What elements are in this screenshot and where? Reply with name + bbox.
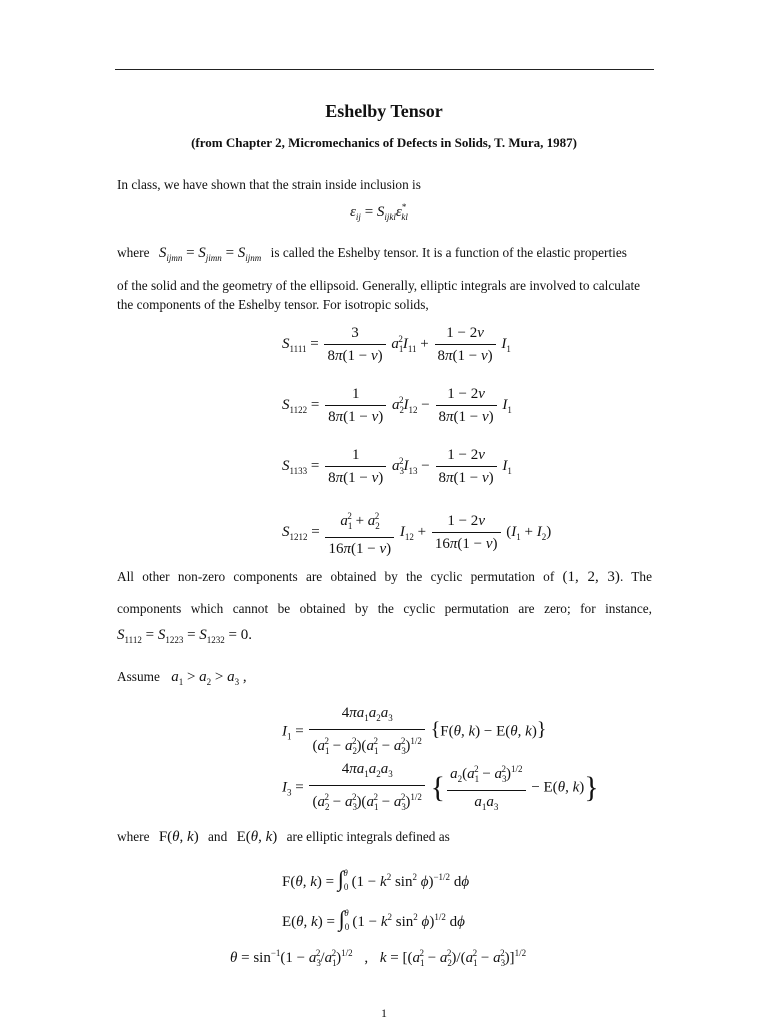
assume-line [117,668,652,691]
where-prefix: where [117,245,150,260]
perm-end: . The [619,569,652,584]
equation-s1122: $S_{1122}$ = $\frac{1}{8\pi(1 - \nu)}$ $a_2^2I_{12}$ − $\frac{1 - 2\nu}{8\pi(1 - \nu)}$ $I_1$ [282,383,512,428]
equation-zero: $S_{1112} = S_{1223} = S_{1232} = 0$. [117,627,252,645]
body-line-2: of the solid and the geometry of the ellipsoid. Generally, elliptic integrals are involved to calculate [117,278,641,293]
perm-line-2: components which cannot be obtained by the cyclic permutation are zero; for instance, [117,601,652,616]
body-line-3: the components of the Eshelby tensor. For isotropic solids, [117,297,429,312]
equation-s1212: $S_{1212}$ = $\frac{a_1^2 + a_2^2}{16\pi(1 - \nu)}$ $I_{12}$ + $\frac{1 - 2\nu}{16\pi(1 - \nu)}$ $(I_1 + I_2)$ [282,505,551,560]
where2-and: and [208,829,228,844]
equation-s1133: $S_{1133}$ = $\frac{1}{8\pi(1 - \nu)}$ $a_3^2I_{13}$ − $\frac{1 - 2\nu}{8\pi(1 - \nu)}$ $I_1$ [282,444,512,489]
perm-line-1 [117,568,652,586]
assume-label: Assume [117,669,160,684]
page-title: Eshelby Tensor [325,101,443,121]
equation-strain: $\varepsilon_{ij} = S_{ijkl}\varepsilon^*_{kl}$ [350,202,408,222]
where-elliptic-line [117,828,652,846]
equation-s1111: $S_{1111}$ = $\frac{3}{8\pi(1 - \nu)}$ $a_1^2I_{11}$ + $\frac{1 - 2\nu}{8\pi(1 - \nu)}$ $I_1$ [282,322,511,367]
page-subtitle: (from Chapter 2, Micromechanics of Defects in Solids, T. Mura, 1987) [191,135,577,150]
where2-prefix: where [117,829,150,844]
symmetry-equation: $S_{ijmn} = S_{jimn} = S_{ijnm}$ [158,245,262,263]
perm-tuple: (1, 2, 3) [562,569,620,585]
where-text: is called the Eshelby tensor. It is a function of the elastic properties [270,245,627,260]
equation-i3: $I_3$ = $\frac{4\pi a_1a_2a_3}{(a_2^2 - a_3^2)(a_1^2 - a_3^2)^{1/2}}$ { $\frac{a_2(a_1^2 - a_3^2)^{1/2}}{a_1a_3}$ − E(θ, k)} [282,758,599,818]
where-line [117,244,657,267]
where2-text: are elliptic integrals defined as [286,829,450,844]
intro-text: In class, we have shown that the strain inside inclusion is [117,177,421,192]
perm-text: All other non-zero components are obtained by the cyclic permutation of [117,569,555,584]
symbol-e: E(θ, k) [236,829,278,845]
page-number: 1 [381,1006,387,1020]
header-rule [115,69,654,70]
equation-f: F(θ, $k) = \int_0^\theta$ ($1 - k^2$ $\sin^2 \phi)^{-1/2}$ dϕ [282,866,470,892]
symbol-f: F(θ, k) [158,829,199,845]
equation-e: E(θ, $k) = \int_0^\theta$ ($1 - k^2$ $\sin^2 \phi)^{1/2}$ dϕ [282,906,465,932]
assume-inequality: $a_1 > a_2 > a_3$ , [171,669,247,687]
equation-theta-k: $\theta = \sin^{-1}(1 - a_3^2/a_1^2)^{1/2}$ , $k = [(a_1^2 - a_2^2)/(a_1^2 - a_3^2)]^{1/2}$ [230,948,527,968]
equation-i1: $I_1$ = $\frac{4\pi a_1a_2a_3}{(a_1^2 - a_2^2)(a_1^2 - a_3^2)^{1/2}}$ {F(θ, k) − E(θ, k)} [282,702,546,762]
